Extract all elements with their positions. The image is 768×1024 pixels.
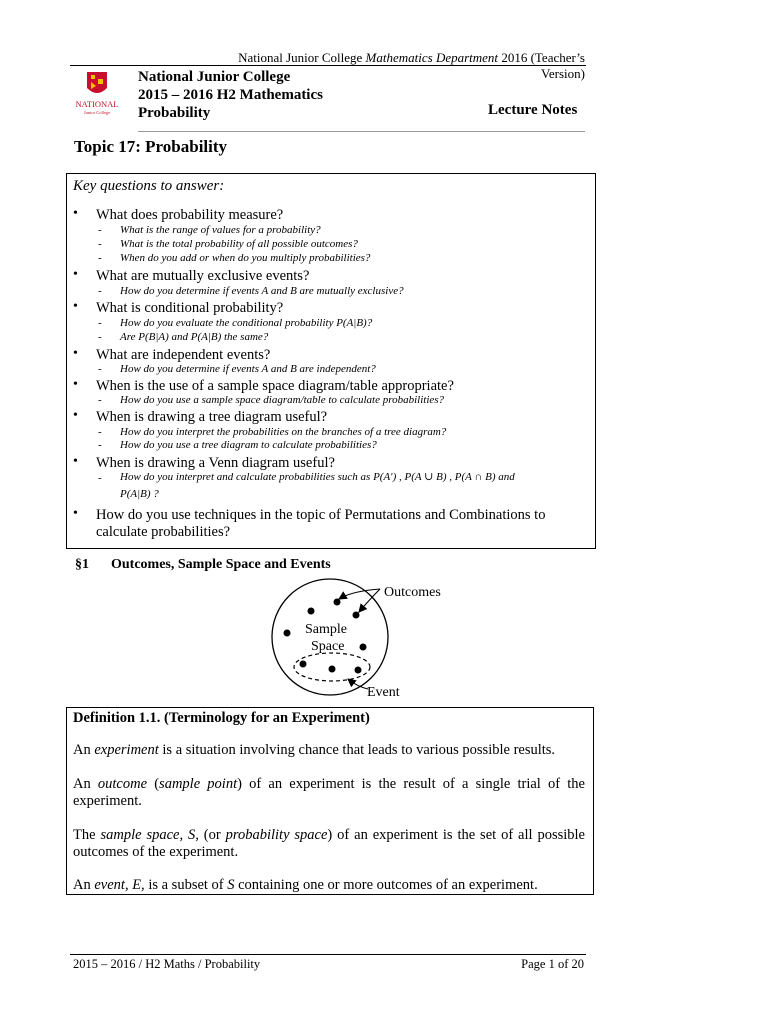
text: An <box>73 742 95 758</box>
outcome-dot <box>355 667 362 674</box>
sample-space-diagram <box>260 575 460 705</box>
key-question <box>96 507 586 541</box>
term: experiment <box>94 742 159 758</box>
section-number: §1 <box>75 557 89 572</box>
outcome-dot <box>329 666 336 673</box>
label-space: Space <box>311 639 345 654</box>
school-logo <box>73 70 121 116</box>
header-school: National Junior College <box>238 50 366 65</box>
sub-question: How do you use a tree diagram to calculate probabilities? <box>120 439 377 451</box>
page-number: Page 1 of 20 <box>521 957 584 971</box>
term: S <box>227 877 235 893</box>
topic-heading: Topic 17: Probability <box>74 137 228 156</box>
sub-question: How do you evaluate the conditional probability P(A|B)? <box>120 317 373 329</box>
definition-event <box>73 877 585 894</box>
definition-sample-space <box>73 827 585 861</box>
bullet: • <box>73 377 78 392</box>
text: is a situation involving chance that leads to various possible results. <box>158 742 556 758</box>
key-question: What is conditional probability? <box>96 300 284 316</box>
bullet: • <box>73 506 78 521</box>
sub-question: What is the range of values for a probability? <box>120 224 321 236</box>
dash: - <box>98 439 102 451</box>
title-subject: Probability <box>138 105 211 121</box>
dash: - <box>98 238 102 250</box>
key-question: What are mutually exclusive events? <box>96 268 310 284</box>
footer-left: 2015 – 2016 / H2 Maths / Probability <box>73 957 261 971</box>
dash: - <box>98 252 102 264</box>
outcome-dot <box>334 599 341 606</box>
label-sample: Sample <box>305 622 347 637</box>
outcome-dot <box>300 661 307 668</box>
bullet: • <box>73 206 78 221</box>
bullet: • <box>73 408 78 423</box>
dash: - <box>98 224 102 236</box>
title-school: National Junior College <box>138 69 291 85</box>
header-dept: Mathematics Department <box>365 50 499 65</box>
dash: - <box>98 285 102 297</box>
dash: - <box>98 363 102 375</box>
arrow <box>359 589 380 612</box>
term: event, E, <box>94 877 145 893</box>
sub-question: How do you interpret and calculate probabilities such as P(A′) , P(A ∪ B) , P(A ∩ B) and <box>120 471 515 483</box>
header-rule <box>70 65 586 66</box>
definition-title: Definition 1.1. (Terminology for an Experiment) <box>73 710 370 726</box>
sample-space-circle <box>272 579 388 695</box>
logo-text: NATIONAL <box>75 99 119 109</box>
key-question: When is the use of a sample space diagram/table appropriate? <box>96 378 454 394</box>
sub-question: How do you interpret the probabilities on the branches of a tree diagram? <box>120 426 447 438</box>
key-questions-title: Key questions to answer: <box>73 178 225 194</box>
sub-question: How do you use a sample space diagram/table to calculate probabilities? <box>120 394 445 406</box>
key-question: When is drawing a Venn diagram useful? <box>96 455 335 471</box>
text: ) of an experiment is the result of a single trial of the experiment. <box>73 776 585 809</box>
title-doc-type: Lecture Notes <box>488 102 578 118</box>
sub-question: Are P(B|A) and P(A|B) the same? <box>120 331 269 343</box>
bullet: • <box>73 299 78 314</box>
header-version: 2016 (Teacher’s Version) <box>498 50 585 81</box>
title-rule <box>138 131 585 132</box>
term: outcome <box>97 776 148 792</box>
bullet: • <box>73 346 78 361</box>
text: An <box>73 776 98 792</box>
key-question-line: How do you use techniques in the topic of Permutations and Combinations to <box>96 507 546 523</box>
definition-experiment <box>73 742 585 759</box>
text: ) of an experiment is the set of all possible outcomes of the experiment. <box>73 827 585 860</box>
sub-question: P(A|B) ? <box>120 488 159 500</box>
bullet: • <box>73 267 78 282</box>
dash: - <box>98 472 102 484</box>
label-outcomes: Outcomes <box>384 585 441 600</box>
outcome-dot <box>360 644 367 651</box>
term: sample space, S, <box>100 827 199 843</box>
title-course: 2015 – 2016 H2 Mathematics <box>138 87 323 103</box>
text: containing one or more outcomes of an experiment. <box>234 877 538 893</box>
section-title: Outcomes, Sample Space and Events <box>111 557 331 572</box>
label-event: Event <box>367 685 400 700</box>
text: ( <box>147 776 160 792</box>
text: (or <box>198 827 226 843</box>
dash: - <box>98 331 102 343</box>
text: The <box>73 827 101 843</box>
title-block <box>138 68 323 122</box>
sub-question: How do you determine if events A and B are independent? <box>120 363 376 375</box>
key-question: When is drawing a tree diagram useful? <box>96 409 328 425</box>
term: probability space <box>225 827 328 843</box>
outcome-dot <box>284 630 291 637</box>
outcome-dot <box>308 608 315 615</box>
term: sample point <box>159 776 238 792</box>
dash: - <box>98 426 102 438</box>
dash: - <box>98 317 102 329</box>
key-question: What are independent events? <box>96 347 271 363</box>
bullet: • <box>73 454 78 469</box>
arrow <box>339 589 380 599</box>
dash: - <box>98 394 102 406</box>
text: An <box>73 877 95 893</box>
sub-question: How do you determine if events A and B are mutually exclusive? <box>120 285 404 297</box>
footer-rule <box>70 954 586 955</box>
text: is a subset of <box>144 877 228 893</box>
sub-question: When do you add or when do you multiply probabilities? <box>120 252 371 264</box>
sub-question: What is the total probability of all possible outcomes? <box>120 238 358 250</box>
key-question-line: calculate probabilities? <box>96 524 231 540</box>
outcome-dot <box>353 612 360 619</box>
definition-outcome <box>73 776 585 810</box>
logo-subtext: Junior College <box>83 110 111 115</box>
key-question: What does probability measure? <box>96 207 284 223</box>
